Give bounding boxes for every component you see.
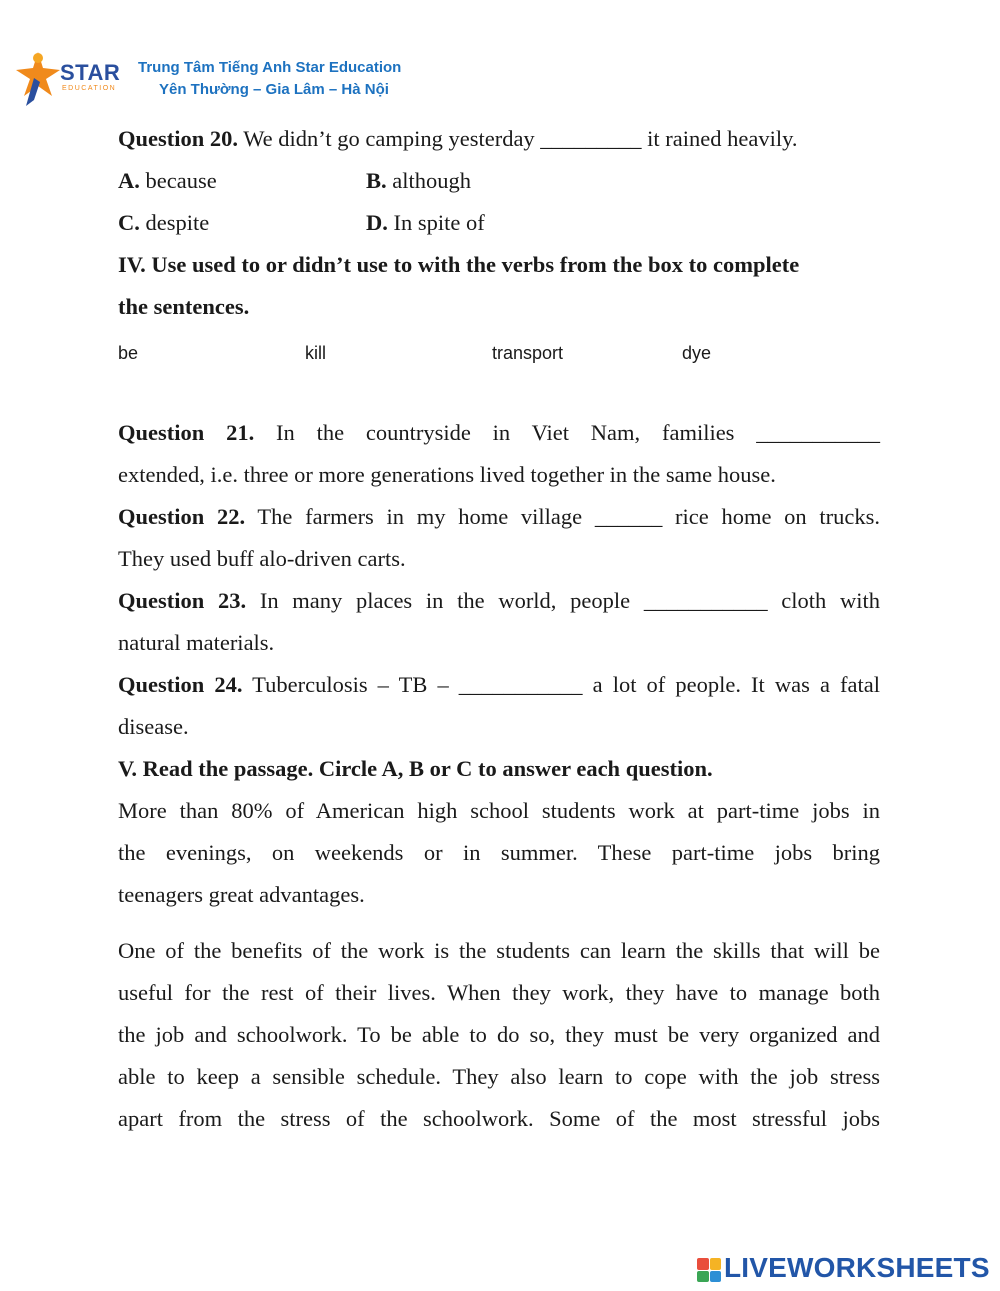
logo-wordmark: STAR: [60, 60, 121, 85]
question-line: Question 21. In the countryside in Viet Nam, families ___________: [118, 420, 881, 445]
verb-box: [118, 328, 880, 378]
verb-kill: kill: [305, 342, 326, 363]
passage-paragraph-1: [118, 790, 880, 916]
passage-line: useful for the rest of their lives. When they work, they have to manage both: [118, 980, 880, 1005]
section-5-heading: V. Read the passage. Circle A, B or C to answer each question.: [118, 756, 713, 781]
question-21: [118, 412, 880, 496]
options-row-1: [118, 160, 880, 202]
question-line: They used buff alo-driven carts.: [118, 546, 406, 571]
passage-paragraph-2: [118, 930, 880, 1140]
worksheet-content: [118, 118, 880, 1140]
passage-line: More than 80% of American high school students work at part-time jobs in: [118, 798, 880, 823]
passage-line: the evenings, on weekends or in summer. These part-time jobs bring: [118, 840, 880, 865]
question-line: Question 23. In many places in the world, people ___________ cloth with: [118, 588, 880, 613]
question-line: disease.: [118, 714, 189, 739]
passage-line: teenagers great advantages.: [118, 882, 365, 907]
passage-line: One of the benefits of the work is the students can learn the skills that will be: [118, 938, 880, 963]
question-24: [118, 664, 880, 748]
verb-be: be: [118, 342, 139, 363]
center-name: Trung Tâm Tiếng Anh Star Education: [138, 59, 402, 76]
liveworksheets-logo[interactable]: [697, 1251, 997, 1287]
question-line: Question 22. The farmers in my home village ______ rice home on trucks.: [118, 504, 880, 529]
passage-line: the job and schoolwork. To be able to do so, they must be very organized and: [118, 1022, 880, 1047]
section-4-heading-cont: the sentences.: [118, 294, 250, 319]
verb-transport: transport: [492, 342, 564, 363]
question-line: Question 24. Tuberculosis – TB – ___________ a lot of people. It was a fatal: [118, 672, 880, 697]
center-address: Yên Thường – Gia Lâm – Hà Nội: [159, 81, 389, 98]
star-education-logo: [14, 48, 134, 110]
passage-line: able to keep a sensible schedule. They also learn to cope with the job stress: [118, 1064, 880, 1089]
verb-dye: dye: [682, 342, 712, 363]
passage-line: apart from the stress of the schoolwork. Some of the most stressful jobs: [118, 1106, 880, 1131]
option-b[interactable]: B. although: [366, 168, 472, 193]
options-row-2: [118, 202, 880, 244]
question-number: Question 20.: [118, 126, 239, 151]
liveworksheets-icon: [697, 1258, 721, 1282]
logo-subtitle: EDUCATION: [62, 85, 117, 92]
question-line: natural materials.: [118, 630, 275, 655]
option-c[interactable]: C. despite: [118, 210, 210, 235]
question-23: [118, 580, 880, 664]
star-figure-icon: [14, 48, 64, 110]
question-20: [118, 118, 880, 160]
question-line: extended, i.e. three or more generations lived together in the same house.: [118, 462, 776, 487]
question-text: We didn’t go camping yesterday _________ it rained heavily.: [238, 126, 798, 151]
question-22: [118, 496, 880, 580]
liveworksheets-wordmark: LIVEWORKSHEETS: [724, 1252, 990, 1283]
header: [14, 48, 434, 110]
section-4-heading: IV. Use used to or didn’t use to with the verbs from the box to complete: [118, 252, 800, 277]
option-d[interactable]: D. In spite of: [366, 210, 485, 235]
option-a[interactable]: A. because: [118, 168, 217, 193]
